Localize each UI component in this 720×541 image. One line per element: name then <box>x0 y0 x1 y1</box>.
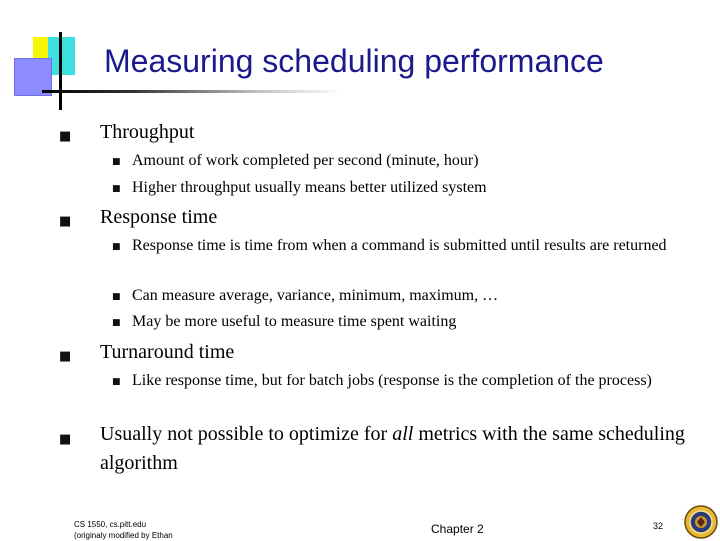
note-text-after: metrics with the same scheduling algorithm <box>100 423 685 474</box>
sub-bullet: May be more useful to measure time spent waiting <box>132 313 457 330</box>
bullet-response-time: Response time <box>100 206 218 228</box>
footer-chapter: Chapter 2 <box>431 522 484 536</box>
slide-title: Measuring scheduling performance <box>104 43 604 79</box>
square-bullet-icon: ■ <box>112 292 121 302</box>
university-seal-icon <box>684 505 718 539</box>
footer-credit <box>74 519 173 541</box>
bullet-optimization-note <box>100 420 700 478</box>
bullet-turnaround-time: Turnaround time <box>100 341 235 363</box>
square-bullet-icon: ■ <box>112 318 121 328</box>
sub-bullet: Higher throughput usually means better utilized system <box>132 179 487 196</box>
bullet-throughput: Throughput <box>100 121 195 143</box>
square-bullet-icon: ■ <box>112 184 121 194</box>
square-bullet-icon: ■ <box>112 377 121 387</box>
note-text-before: Usually not possible to optimize for <box>100 423 393 445</box>
decor-vertical-line <box>59 32 62 110</box>
footer-credit-line1: CS 1550, cs.pitt.edu <box>74 520 147 529</box>
square-bullet-icon: ■ <box>112 157 121 167</box>
footer-credit-line2: (originaly modified by Ethan <box>74 531 173 540</box>
sub-bullet: Amount of work completed per second (minute, hour) <box>132 152 479 169</box>
square-bullet-icon: ■ <box>59 129 72 144</box>
page-number: 32 <box>653 521 664 531</box>
sub-bullet: Response time is time from when a command is submitted until results are returned <box>132 237 667 254</box>
note-emphasis: all <box>392 423 414 445</box>
square-bullet-icon: ■ <box>59 349 72 364</box>
decor-horizontal-line <box>42 90 342 93</box>
square-bullet-icon: ■ <box>59 432 72 447</box>
square-bullet-icon: ■ <box>59 214 72 229</box>
sub-bullet: Can measure average, variance, minimum, maximum, … <box>132 287 499 304</box>
square-bullet-icon: ■ <box>112 242 121 252</box>
sub-bullet: Like response time, but for batch jobs (response is the completion of the process) <box>132 372 652 389</box>
